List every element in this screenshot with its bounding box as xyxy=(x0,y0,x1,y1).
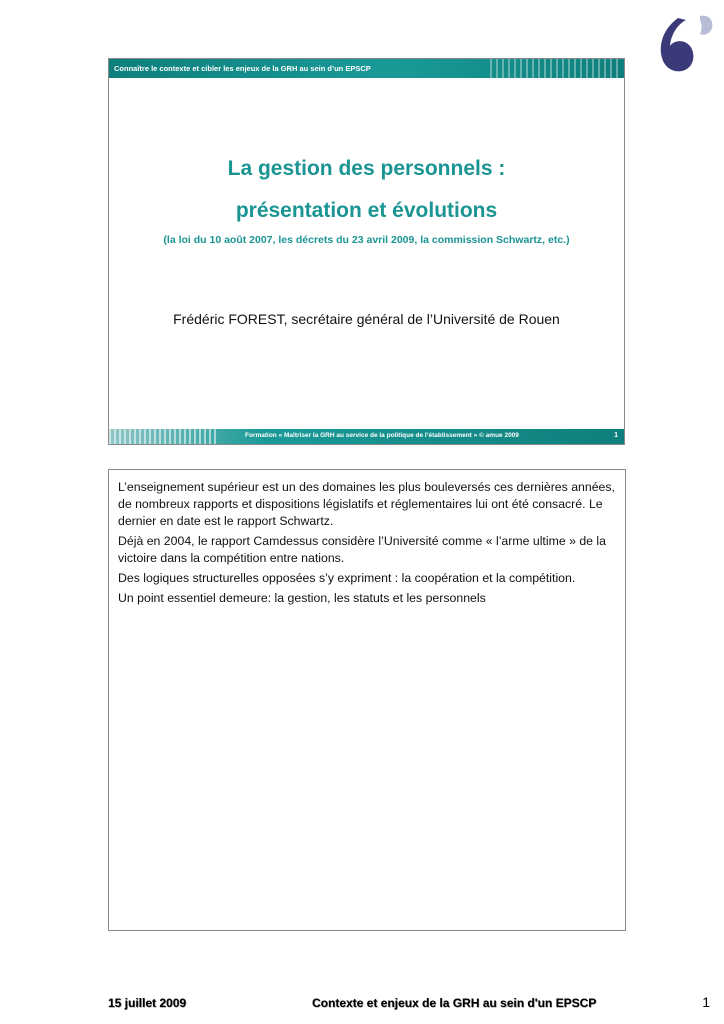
slide-thumbnail xyxy=(108,58,625,445)
slide-footer-bar xyxy=(109,429,624,444)
slide-number: 1 xyxy=(614,432,618,439)
slide-title-line2: présentation et évolutions xyxy=(235,199,498,222)
notes-paragraph: L’enseignement supérieur est un des domaines les plus bouleversés ces dernières années, de nombreux rapports et dispositions législatifs et réglementaires lui ont été consacré. Le dernier en date est le rapport Schwartz. xyxy=(118,480,615,528)
page-footer-title: Contexte et enjeux de la GRH au sein d'un EPSCP xyxy=(312,996,597,1010)
notes-box xyxy=(108,469,626,931)
notes-paragraph: Déjà en 2004, le rapport Camdessus considère l’Université comme « l’arme ultime » de la victoire dans la compétition entre nations. xyxy=(118,534,607,565)
notes-paragraph: Des logiques structurelles opposées s’y expriment : la coopération et la compétition. xyxy=(118,571,576,585)
slide-title-line1: La gestion des personnels : xyxy=(227,157,506,180)
footer-stripes-decoration xyxy=(109,429,219,444)
slide-subtitle: (la loi du 10 août 2007, les décrets du 23 avril 2009, la commission Schwartz, etc.) xyxy=(163,234,570,246)
notes-paragraph: Un point essentiel demeure: la gestion, les statuts et les personnels xyxy=(118,591,486,605)
amue-logo-icon xyxy=(656,14,716,76)
slide-footer-text: Formation « Maîtriser la GRH au service de la politique de l’établissement » © amue 2009 xyxy=(245,432,519,439)
page-footer-date: 15 juillet 2009 xyxy=(108,996,187,1010)
header-stripes-decoration xyxy=(490,59,620,78)
slide-header-text: Connaître le contexte et cibler les enjeux de la GRH au sein d’un EPSCP xyxy=(114,64,371,73)
slide-header-bar xyxy=(109,59,624,78)
page-number: 1 xyxy=(702,994,710,1010)
slide-author: Frédéric FOREST, secrétaire général de l’Université de Rouen xyxy=(173,311,560,327)
